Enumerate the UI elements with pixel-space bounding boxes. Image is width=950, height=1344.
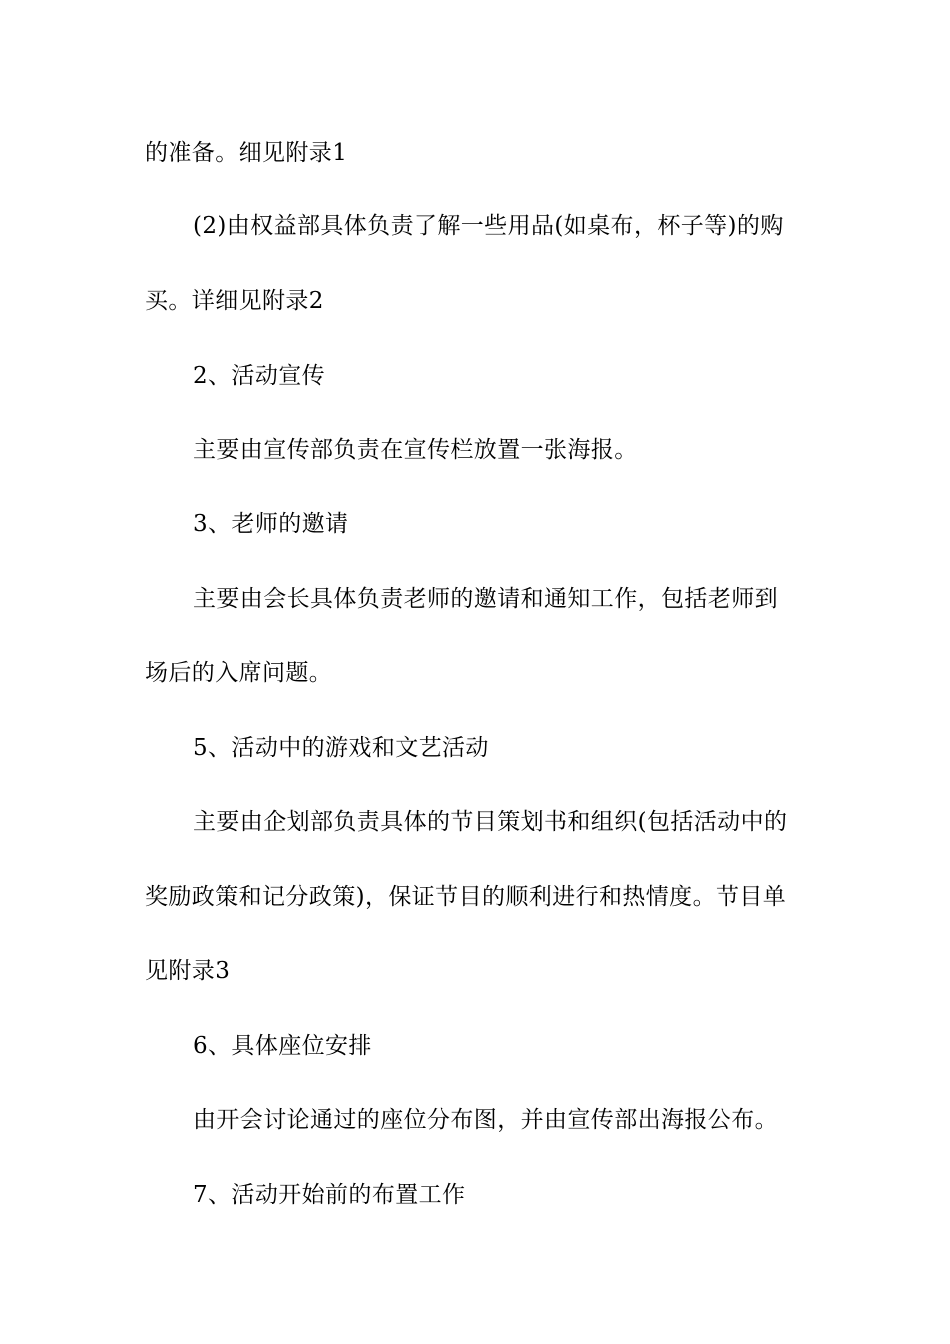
text-line-14: 由开会讨论通过的座位分布图，并由宣传部出海报公布。 <box>193 1107 778 1133</box>
text-line-1: 的准备。细见附录1 <box>145 140 348 166</box>
section-heading-publicity: 2、活动宣传 <box>193 363 326 389</box>
section-heading-seating: 6、具体座位安排 <box>193 1033 372 1059</box>
text-line-11: 奖励政策和记分政策)，保证节目的顺利进行和热情度。节目单 <box>145 884 787 910</box>
section-heading-games-and-performances: 5、活动中的游戏和文艺活动 <box>193 735 489 761</box>
text-line-8: 场后的入席问题。 <box>145 660 333 686</box>
text-line-7: 主要由会长具体负责老师的邀请和通知工作，包括老师到 <box>193 586 778 612</box>
text-line-3: 买。详细见附录2 <box>145 288 324 314</box>
section-heading-setup: 7、活动开始前的布置工作 <box>193 1182 466 1208</box>
text-line-10: 主要由企划部负责具体的节目策划书和组织(包括活动中的 <box>193 809 788 835</box>
section-heading-teacher-invitation: 3、老师的邀请 <box>193 511 349 537</box>
text-line-12: 见附录3 <box>145 958 231 984</box>
text-line-5: 主要由宣传部负责在宣传栏放置一张海报。 <box>193 437 638 463</box>
text-line-2: (2)由权益部具体负责了解一些用品(如桌布，杯子等)的购 <box>193 213 784 239</box>
